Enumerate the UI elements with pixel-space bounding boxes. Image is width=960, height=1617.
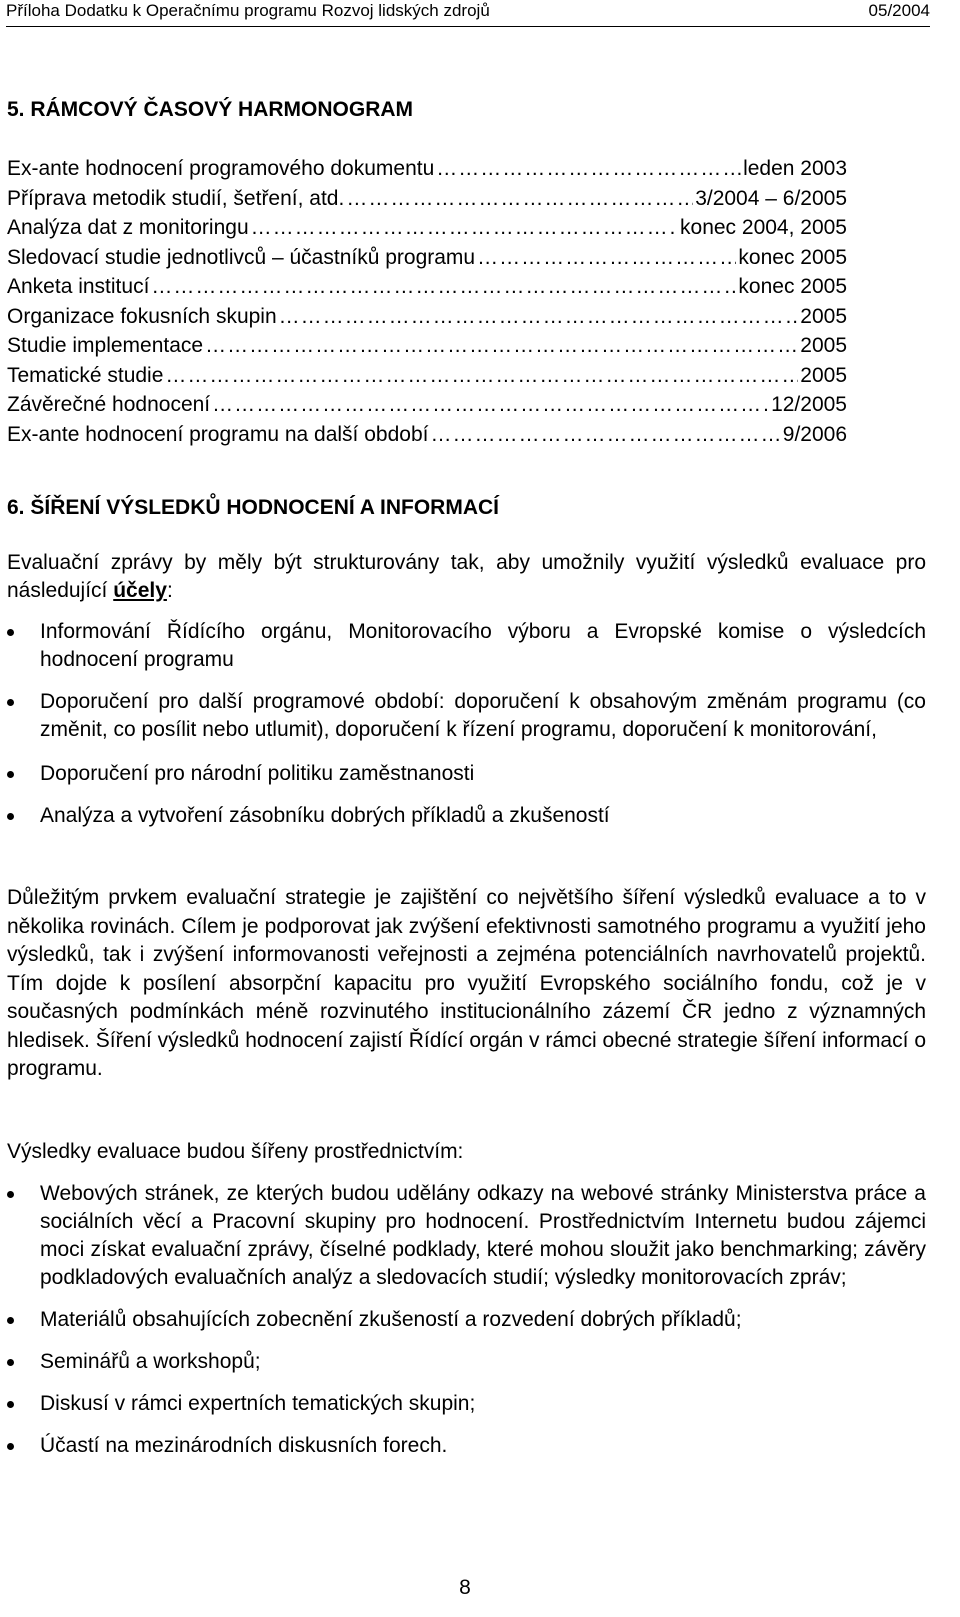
list-item-text: Materiálů obsahujících zobecnění zkušeností a rozvedení dobrých příkladů;: [40, 1308, 742, 1331]
bullet-icon: [7, 1317, 14, 1324]
schedule-label: Závěrečné hodnocení: [7, 393, 211, 416]
schedule-label: Příprava metodik studií, šetření, atd.: [7, 186, 345, 210]
list-item-text: Doporučení pro další programové období: doporučení k obsahovým změnám programu (co změnit, co posílit nebo utlumit), doporučení k řízení programu, doporučení k monitorování,: [40, 690, 926, 741]
page-number: 8: [459, 1576, 471, 1599]
list-item: [7, 1348, 926, 1376]
header-title: Příloha Dodatku k Operačnímu programu Rozvoj lidských zdrojů: [6, 1, 490, 20]
list-item: [7, 618, 926, 674]
schedule-value: 12/2005: [771, 393, 847, 416]
leader-dots: [251, 213, 678, 243]
list-item: [7, 688, 926, 744]
schedule-value: 2005: [800, 304, 847, 328]
bullet-icon: [7, 1359, 14, 1366]
section-6-heading: 6. ŠÍŘENÍ VÝSLEDKŮ HODNOCENÍ A INFORMACÍ: [7, 496, 499, 519]
bullet-icon: [7, 1191, 14, 1198]
purposes-list: [7, 618, 926, 830]
schedule-row: [7, 420, 847, 450]
list-item: [7, 1432, 926, 1460]
intro-emphasis: účely: [113, 579, 167, 602]
schedule-value: konec 2005: [738, 275, 847, 298]
page-header: [6, 0, 930, 27]
schedule-value: 9/2006: [782, 422, 847, 446]
schedule-value: 3/2004 – 6/2005: [695, 186, 847, 210]
schedule-label: Tematické studie: [7, 363, 164, 387]
list-item-text: Seminářů a workshopů;: [40, 1350, 261, 1373]
schedule-label: Studie implementace: [7, 334, 204, 357]
schedule-label: Sledovací studie jednotlivců – účastníků programu: [7, 245, 476, 269]
schedule-value: konec 2004, 2005: [680, 216, 847, 239]
schedule-label: Ex-ante hodnocení programového dokumentu: [7, 157, 435, 180]
schedule-row: [7, 213, 847, 243]
schedule-label: Analýza dat z monitoringu: [7, 216, 249, 239]
schedule-list: [7, 154, 847, 449]
leader-dots: [205, 331, 798, 361]
section-5-heading: 5. RÁMCOVÝ ČASOVÝ HARMONOGRAM: [7, 98, 414, 121]
schedule-value: 2005: [800, 363, 847, 387]
bullet-icon: [7, 1401, 14, 1408]
schedule-label: Ex-ante hodnocení programu na další období: [7, 422, 429, 446]
leader-dots: [151, 272, 736, 302]
list-item-text: Účastí na mezinárodních diskusních forech.: [40, 1434, 448, 1457]
channels-intro: Výsledky evaluace budou šířeny prostřednictvím:: [7, 1140, 464, 1163]
schedule-row: [7, 243, 847, 273]
bullet-icon: [7, 771, 14, 778]
schedule-row: [7, 154, 847, 184]
leader-dots: [279, 302, 799, 332]
list-item: [7, 802, 926, 830]
schedule-label: Organizace fokusních skupin: [7, 304, 277, 328]
schedule-value: leden 2003: [743, 157, 847, 180]
channels-list: [7, 1180, 926, 1460]
list-item: [7, 1180, 926, 1292]
bullet-icon: [7, 699, 14, 706]
intro-text: Evaluační zprávy by měly být strukturovány tak, aby umožnily využití výsledků evaluace pro následující: [7, 551, 926, 602]
schedule-row: [7, 331, 847, 361]
schedule-value: 2005: [800, 334, 847, 357]
leader-dots: [477, 243, 736, 273]
list-item: [7, 760, 926, 788]
leader-dots: [430, 420, 780, 450]
schedule-row: [7, 390, 847, 420]
list-item-text: Analýza a vytvoření zásobníku dobrých příkladů a zkušeností: [40, 804, 610, 827]
leader-dots: [436, 154, 741, 184]
intro-colon: :: [166, 579, 173, 602]
schedule-value: konec 2005: [738, 245, 847, 269]
schedule-row: [7, 361, 847, 391]
list-item-text: Webových stránek, ze kterých budou udělány odkazy na webové stránky Ministerstva práce a sociálních věcí a Pracovní skupiny pro hodnocení. Prostřednictvím Internetu budou zájemci moci získat evaluační zprávy, číselné podklady, které mohou sloužit jako benchmarking; závěry podkladových evaluačních analýz a sledovacích studií; výsledky monitorovacích zpráv;: [40, 1182, 926, 1289]
list-item-text: Diskusí v rámci expertních tematických skupin;: [40, 1392, 476, 1415]
leader-dots: [212, 390, 769, 420]
list-item: [7, 1306, 926, 1334]
schedule-label: Anketa institucí: [7, 275, 150, 298]
header-date: 05/2004: [868, 1, 930, 20]
schedule-row: [7, 302, 847, 332]
intro-paragraph: [7, 549, 926, 605]
leader-dots: [346, 184, 693, 214]
body-paragraph: Důležitým prvkem evaluační strategie je zajištění co největšího šíření výsledků evaluace a to v několika rovinách. Cílem je podporovat jak zvýšení efektivnosti samotného programu a využití jeho výsledků, tak i zvýšení informovanosti veřejnosti a zejména potenciálních navrhovatelů projektů. Tím dojde k posílení absorpční kapacitu pro využití Evropského sociálního fondu, což je v současných podmínkách méně rozvinutého institucionálního zázemí ČR jedno z významných hledisek. Šíření výsledků hodnocení zajistí Řídící orgán v rámci obecné strategie šíření informací o programu.: [7, 886, 926, 1080]
schedule-row: [7, 272, 847, 302]
bullet-icon: [7, 629, 14, 636]
list-item-text: Doporučení pro národní politiku zaměstnanosti: [40, 762, 475, 785]
leader-dots: [165, 361, 798, 391]
list-item: [7, 1390, 926, 1418]
list-item-text: Informování Řídícího orgánu, Monitorovacího výboru a Evropské komise o výsledcích hodnocení programu: [40, 620, 926, 671]
schedule-row: [7, 184, 847, 214]
bullet-icon: [7, 813, 14, 820]
bullet-icon: [7, 1443, 14, 1450]
